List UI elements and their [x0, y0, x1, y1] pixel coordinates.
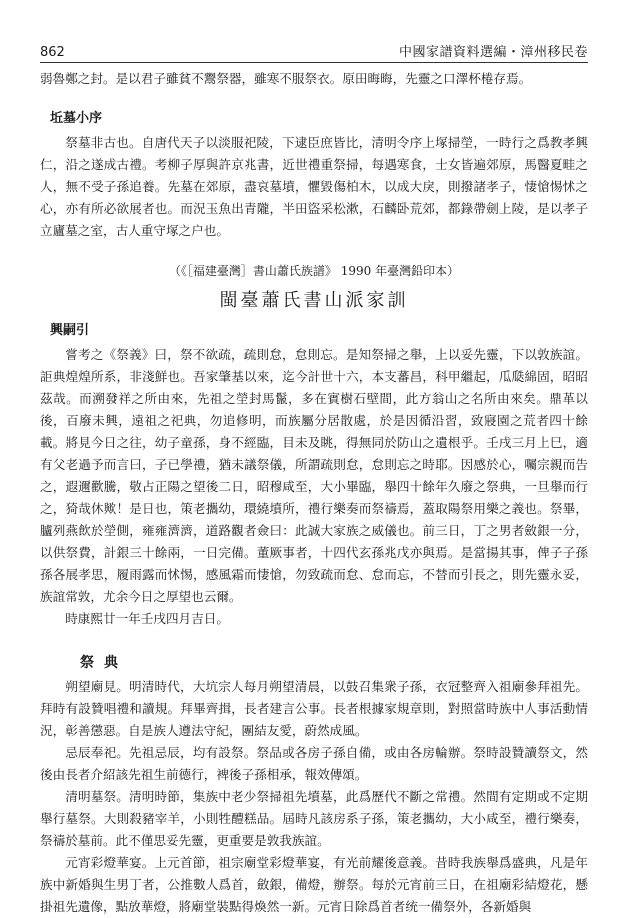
ji-paragraph-4: 元宵彩燈華宴。上元首節，祖宗廟堂彩燈華宴，有光前耀後意義。昔時我族舉爲盛典，凡是年族中新婚與生男丁者，公推數人爲首，斂銀，備燈，辦祭。每於元宵前三日，在祖廟彩結燈花，懸掛祖先遺像，點放華燈，將廟堂裝點得煥然一新。元宵日除爲首者统一備祭外，各新婚與: [40, 855, 588, 914]
xing-date: 時康熙廿一年壬戌四月吉日。: [65, 611, 229, 626]
page-content: [40, 68, 588, 918]
source-note: （《［福建臺灣］書山蕭氏族譜》 1990 年臺灣鉛印本）: [168, 264, 460, 278]
main-title: 閩臺蕭氏書山派家訓: [219, 290, 409, 311]
book-title: 中國家譜資料選編・漳州移民卷: [398, 45, 588, 60]
intro-line: 弱魯鄭之封。是以君子雖貧不鬻祭器，雖寒不服祭衣。原田晦晦，先靈之口澤杯棬存焉。: [40, 71, 532, 86]
page-header: [40, 38, 588, 60]
ji-heading: 祭典: [80, 655, 128, 671]
page-number: 862: [40, 45, 65, 60]
ji-paragraph-3: 清明墓祭。清明時節，集族中老少祭掃祖先墳墓，此爲歷代不斷之常禮。然間有定期或不定期舉行墓祭。大則殺豬宰羊，小則牲醴糕品。屆時凡該房系子孫，策老攜幼，大小咸至，禮行樂奏，祭禱於墓前。此不僅思妥先靈，更重要是敦我族誼。: [40, 789, 588, 848]
tomb-paragraph: 祭墓非古也。自唐代天子以淡服祀陵，下逮臣庶皆比，清明令序上塚掃塋，一時行之爲教孝興仁，沿之遂成古禮。考柳子厚與許京兆書，近世禮重祭掃，每遇寒食，士女皆遍郊原，馬醫夏畦之人，無不受子孫追養。先墓在郊原，盡哀墓墳，懼毀傷柏木，以成大戾，則撥諸孝子，悽愴惕怵之心，亦有所必欲展者也。而況玉魚出青隴，半田盜采松漱，石麟卧荒郊，都錄帶劍上陵，是以孝子立廬墓之室，古人重守塚之户也。: [40, 135, 588, 238]
ji-paragraph-2: 忌辰奉祀。先祖忌辰，均有設祭。祭品或各房子孫自備，或由各房輪辦。祭時設贊讀祭文，然後由長者介紹該先祖生前德行，裨後子孫相承，報效傳頌。: [40, 745, 588, 782]
tomb-heading: 坵墓小序: [50, 111, 103, 126]
header-rule: [40, 62, 588, 63]
xing-heading: 興嗣引: [50, 323, 90, 338]
ji-paragraph-1: 朔望廟見。明清時代，大坑宗人每月朔望清晨，以鼓召集衆子孫，衣冠整齊入祖廟參拜祖先。拜時有設贊唱禮和讀規。拜畢齊揖，長者建言公事。長者根據家規章則，對照當時族中人事活動情況，彰善懲惡。自是族人遵法守紀，團結友愛，蔚然成風。: [40, 679, 588, 738]
xing-paragraph: 嘗考之《祭義》曰，祭不欲疏，疏則怠，怠則忘。是知祭掃之舉，上以妥先靈，下以敦族誼。詎典煌煌所系，非淺鮮也。吾家肇基以來，迄今計世十六，本支蕃昌，科甲繼起，瓜瓞綿固，昭昭茲哉。而溯發祥之所由來，先祖之塋封馬鬣，多在賓樹石壁間，此方翁山之名所由來矣。鼎革以後，百廢未興，遠祖之祀典，勿追修明，而族屬分居散處，於是因循沿習，致寢園之荒者四十餘載。將見今日之往，幼子童孫，身不經臨，目未及眺，得無同於防山之遺根乎。壬戌三月上巳，適有父老過予而言曰，子已學禮，猶未議祭儀，所謂疏則怠，怠則忘之時耶。因感於心，囑宗親而告之，遐邇歡騰，敬占正陽之望後二日，昭穆咸至，大小畢臨，舉四十餘年久廢之祭典，一旦舉而行之，猗哉休歟！是日也，策老攜幼，環繞墳所，禮行樂奏而祭禱焉，蓋取陽祭用樂之義也。祭畢，臚列燕飲於塋側，雍雍濟濟，道路觀者僉曰：此誠大家族之威儀也。前三日，丁之男者斂銀一分，以供祭費，計銀三十餘兩，一日完備。董厥事者，十四代玄孫兆戊亦與焉。是當揚其事，俾子子孫孫各展孝思，履雨露而怵惕，感風霜而悽愴，勿致疏而怠、怠而忘，不替而引長之，則先靈永妥，族誼常敦，尤余今日之厚望也云爾。: [40, 347, 588, 604]
